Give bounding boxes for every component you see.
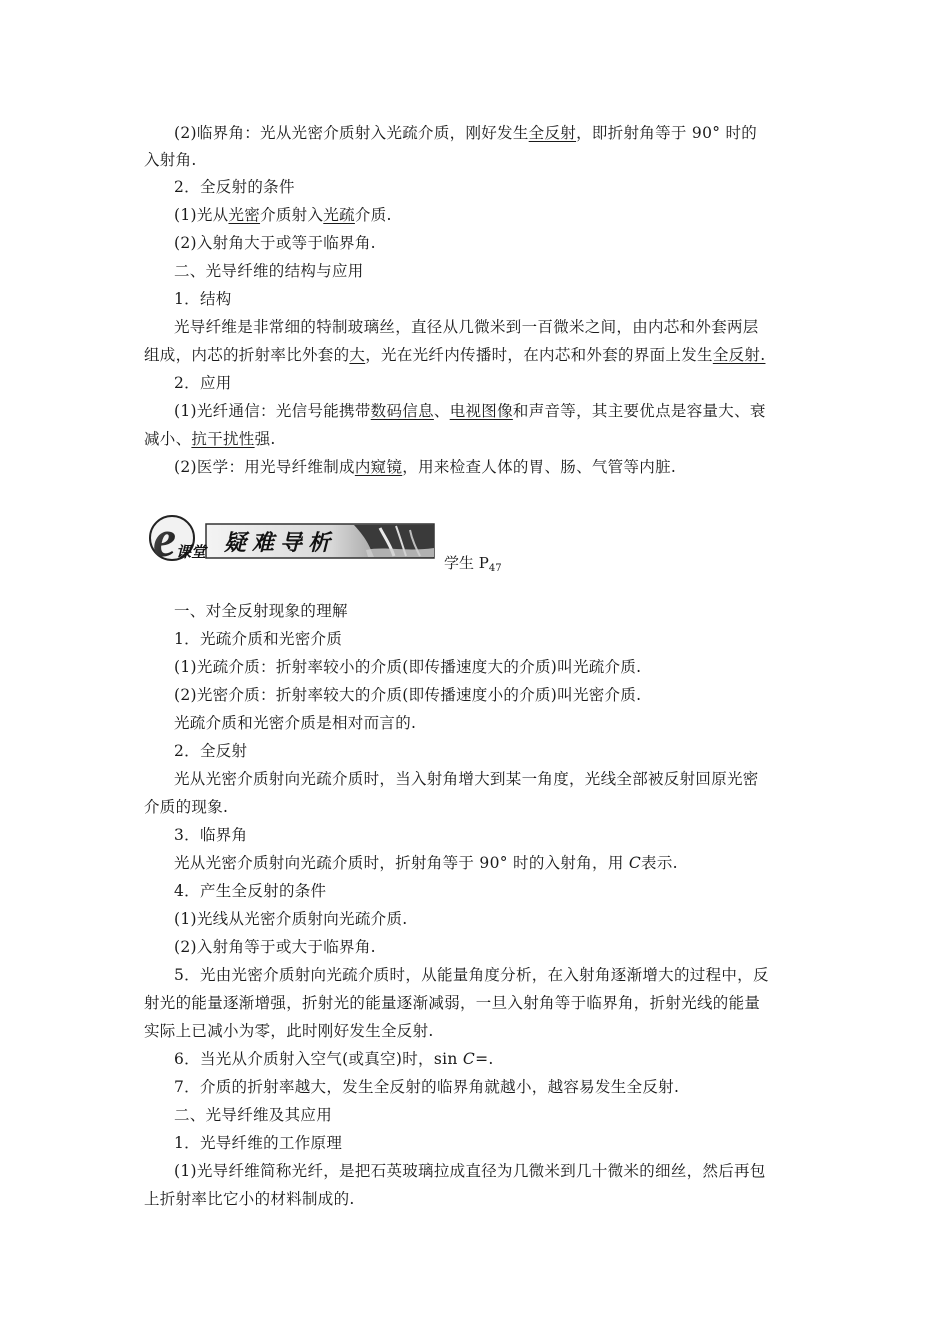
text-line [174,909,824,929]
text-line [174,205,824,225]
underlined-answer: 全反射 [528,124,577,142]
text-line [144,1189,824,1209]
underlined-answer: 电视图像 [449,402,513,420]
text-segment: 组成，内芯的折射率比外套的 [144,346,350,364]
text-segment: (2)入射角等于或大于临界角. [174,938,376,956]
text-line [174,937,824,957]
underlined-answer: 大 [349,346,366,364]
underlined-answer: 光密 [228,206,261,224]
text-line [144,150,824,170]
math-symbol: C [462,1050,476,1068]
underlined-answer: 光疏 [323,206,355,224]
section-heading [174,825,824,845]
text-segment: 2．应用 [174,374,232,392]
text-segment: (1)光导纤维简称光纤，是把石英玻璃拉成直径为几微米到几十微米的细丝，然后再包 [174,1162,766,1180]
text-line [174,401,824,421]
text-segment: 介质. [354,206,392,224]
text-line [174,233,824,253]
underlined-answer: 全反射. [712,346,766,364]
text-line [174,1049,824,1069]
text-segment: 二、光导纤维的结构与应用 [174,262,364,280]
text-segment: 二、光导纤维及其应用 [174,1106,333,1124]
text-segment: 4．产生全反射的条件 [174,882,327,900]
text-line [174,769,824,789]
text-segment: 一、对全反射现象的理解 [174,602,348,620]
text-segment: 光导纤维是非常细的特制玻璃丝，直径从几微米到一百微米之间，由内芯和外套两层 [174,318,759,336]
text-segment: 2．全反射的条件 [174,178,295,196]
text-segment: (2)入射角大于或等于临界角. [174,234,376,252]
text-segment: 光从光密介质射向光疏介质时，当入射角增大到某一角度，光线全部被反射回原光密 [174,770,759,788]
text-line [174,317,824,337]
text-segment: 、 [433,402,450,420]
text-segment: 6．当光从介质射入空气(或真空)时，sin [174,1050,463,1068]
section-heading [174,629,824,649]
banner-label: 课堂 [176,543,207,561]
text-segment: 光疏介质和光密介质是相对而言的. [174,714,417,732]
text-segment: 和声音等，其主要优点是容量大、衰 [512,402,766,420]
text-line [174,123,824,143]
section-heading [174,261,824,281]
text-segment: 减小、 [144,430,192,448]
text-segment: (2)医学：用光导纤维制成 [174,458,355,476]
text-segment: 介质的现象. [144,798,229,816]
text-segment: (1)光线从光密介质射向光疏介质. [174,910,408,928]
text-segment: ，用来检查人体的胃、肠、气管等内脏. [402,458,677,476]
text-segment: 表示. [641,854,678,872]
section-heading [174,1133,824,1153]
section-heading [174,601,824,621]
text-segment: 实际上已减小为零，此时刚好发生全反射. [144,1022,434,1040]
underlined-answer: 数码信息 [370,402,434,420]
text-segment: 光从光密介质射向光疏介质时，折射角等于 90° 时的入射角，用 [174,854,629,872]
text-line [174,657,824,677]
banner-title: 疑难导析 [224,530,337,556]
section-heading [174,1105,824,1125]
text-segment: 1．结构 [174,290,232,308]
text-line [144,345,824,365]
text-segment: 7．介质的折射率越大，发生全反射的临界角就越小，越容易发生全反射. [174,1078,680,1096]
text-line [144,993,824,1013]
text-segment: 介质射入 [260,206,324,224]
text-segment: 强. [254,430,276,448]
text-segment: 射光的能量逐渐增强，折射光的能量逐渐减弱，一旦入射角等于临界角，折射光线的能量 [144,994,761,1012]
underlined-answer: 内窥镜 [354,458,403,476]
text-segment: (1)光纤通信：光信号能携带 [174,402,371,420]
text-line [144,1021,824,1041]
text-segment: (2)光密介质：折射率较大的介质(即传播速度小的介质)叫光密介质. [174,686,642,704]
text-segment: =. [475,1050,494,1068]
section-heading [174,881,824,901]
text-segment: 3．临界角 [174,826,248,844]
text-segment: ，即折射角等于 90° 时的 [576,124,758,142]
underlined-answer: 抗干扰性 [191,430,255,448]
section-banner [144,510,436,566]
text-segment: (1)光从 [174,206,229,224]
text-line [174,853,824,873]
section-heading [174,741,824,761]
text-line [144,797,824,817]
section-heading [174,289,824,309]
text-segment: (1)光疏介质：折射率较小的介质(即传播速度大的介质)叫光疏介质. [174,658,642,676]
text-segment: (2)临界角：光从光密介质射入光疏介质，刚好发生 [174,124,529,142]
text-segment: 1．光疏介质和光密介质 [174,630,343,648]
text-line [174,1161,824,1181]
text-segment: 上折射率比它小的材料制成的. [144,1190,355,1208]
e-logo-icon: e [153,511,177,566]
text-segment: 2．全反射 [174,742,248,760]
page-reference: 学生 $P_{47}$ [444,554,502,574]
math-symbol: C [628,854,642,872]
section-heading [174,177,824,197]
text-line [174,713,824,733]
text-segment: 1．光导纤维的工作原理 [174,1134,343,1152]
text-segment: 5．光由光密介质射向光疏介质时，从能量角度分析，在入射角逐渐增大的过程中，反 [174,966,769,984]
text-line [174,457,824,477]
text-line [174,685,824,705]
text-segment: ，光在光纤内传播时，在内芯和外套的界面上发生 [365,346,713,364]
text-segment: 入射角. [144,151,197,169]
section-heading [174,373,824,393]
text-line [174,1077,824,1097]
text-line [174,965,824,985]
text-line [144,429,824,449]
